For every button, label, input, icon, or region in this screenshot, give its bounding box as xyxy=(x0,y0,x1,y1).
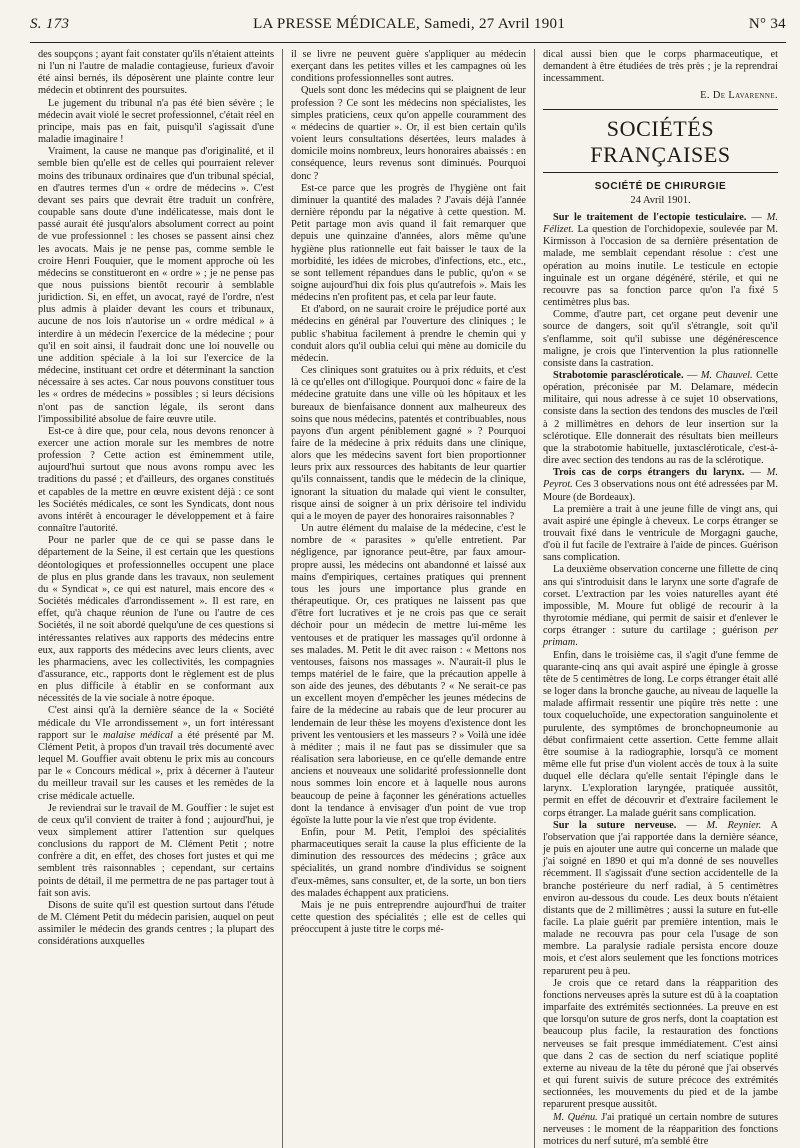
paragraph: des soupçons ; ayant fait constater qu'ils n'étaient atteints ni l'un ni l'autre de maladie contagieuse, furieux d'avoir été ainsi bernés, ils déposèrent une plainte contre leur médecin et obtinrent des poursuites. xyxy=(38,49,274,97)
paragraph: Comme, d'autre part, cet organe peut devenir une source de dangers, soit qu'il s'étrangle, soit qu'il s'enflamme, soit qu'il subisse une dégénérescence maligne, je crois que l'intervention la plus rationnelle consiste dans la castration. xyxy=(543,309,778,369)
paragraph: Le jugement du tribunal n'a pas été bien sévère ; le médecin avait violé le secret professionnel, c'était réel en principe, mais pas en fait, puisqu'il s'agissait d'une maladie imaginaire ! xyxy=(38,97,274,146)
report-author: M. Reynier. xyxy=(706,819,762,831)
text-run: a été présenté par M. Clément Petit, à propos d'un travail très documenté avec lequel M. Gouffier avait obtenu le prix mis au concours par le « Concours médical », prix à décerner à l'auteur du meilleur travail sur les causes et les remèdes de la crise médicale actuelle. xyxy=(38,729,275,802)
text-run: La deuxième observation concerne une fillette de cinq ans qui s'introduisit dans le larynx une sorte d'agrafe de corset. L'extraction par les voies naturelles ayant été impossible, M. Moure fut obligé de recourir à la thyrotomie médiane, qui permit de saisir et d'enlever le corps étranger : suture du cartilage ; guérison xyxy=(543,564,778,637)
column-3 xyxy=(534,49,786,1148)
report-author: M. Félizet. xyxy=(543,211,778,236)
running-head xyxy=(30,16,786,38)
paragraph: Mais je ne puis entreprendre aujourd'hui de traiter cette question des spécialités ; elle est de celles qui préoccupent à juste titre le corps mé- xyxy=(291,899,526,936)
paragraph: Vraiment, la cause ne manque pas d'originalité, et il semble bien qu'elle est de celles qui pourraient relever moins des tribunaux ordinaires que d'un tribunal spécial, en d'autres termes d'un « ordre de médecins ». C'est devant ses pairs que devrait être traduit un confrère, coupable sans doute d'une indélicatesse, mais dont le passé aurait été jusqu'alors absolument correct au point de vue professionnel : les choses se passent ainsi chez les avocats. Mais je ne pense pas, comme semble le croire Henri Fouquier, que le moment approche où les médecins se constitueront en « ordre » ; je ne pense pas que nous puissions bientôt recourir à semblable juridiction. Si, en effet, un avocat, rayé de l'ordre, n'est plus admis à plaider devant les cours et tribunaux, aucune de nos lois n'autorise un « ordre médical » à interdire à un médecin l'exercice de la médecine ; pour qu'il en soit ainsi, il faudrait donc une loi nouvelle ou une addition spéciale à la loi sur l'exercice de la médecine, instituant cet ordre et déterminant la sanction nécessaire à ses actes. Car nous pouvons constituer tous les « ordres de médecins » possibles ; si leurs décisions n'ont pas de sanction légale, ils seront dans l'impossibilité absolue de faire œuvre utile. xyxy=(38,146,274,425)
journal-title: LA PRESSE MÉDICALE, Samedi, 27 Avril 1901 xyxy=(253,16,566,32)
report-text: A l'observation que j'ai rapportée dans la dernière séance, je puis en ajouter une autre qui concerne un malade que j'ai soigné en 1890 et qui m'a donné de ses nouvelles récemment. Il s'agissait d'une section accidentelle de la branche postérieure du nerf radial, à 5 centimètres environ au-dessous du coude. Les deux bouts n'étaient distants que de 2 millimètres ; aussi la suture en fut-elle facile. La plaie guérit par première intention, mais le malade ne recouvra pas pour cela l'usage de son membre. La paralysie radiale persista encore douze mois, et c'est alors seulement que les fonctions motrices reparurent peu à peu. xyxy=(543,819,779,977)
header-rule xyxy=(30,42,786,43)
paragraph: Ces cliniques sont gratuites ou à prix réduits, et c'est là ce qu'elles ont d'illogique. Pourquoi donc « faire de la médecine gratuite dans une ville où les hôpitaux et les bureaux de bienfaisance donnent aux malheureux des soins que nous médecins, patentés et contribuables, nous payons d'un argent péniblement gagné » ? Pourquoi faire de la médecine à prix réduits dans une clinique, alors que les médecins savent fort bien proportionner leurs prix aux ressources des habitants de leur quartier qu'ils connaissent, tandis que le médecin de la clinique, ignorant la situation du malade qui vient le consulter, risque ainsi de soigner à un prix dérisoire tel individu qui a le moyen de payer des honoraires raisonnables ? xyxy=(291,365,526,522)
society-heading: SOCIÉTÉ DE CHIRURGIE xyxy=(594,180,727,192)
paragraph: il se livre ne peuvent guère s'appliquer au médecin exerçant dans les petites villes et les campagnes où les conditions professionnelles sont autres. xyxy=(291,49,526,85)
text-run: C'est ainsi qu'à la dernière séance de la « Société médicale du VIe arrondissement », un fort intéressant rapport sur le xyxy=(38,705,274,741)
report-author: M. Chauvel. xyxy=(700,369,753,381)
emphasis: malaise médical xyxy=(102,729,173,741)
paragraph: Et d'abord, on ne saurait croire le préjudice porté aux médecins en général par l'ouverture des cliniques ; le public s'habitua facilement à prendre le chemin qui y conduit alors qu'il oublia celui qui mène au domicile du médecin. xyxy=(291,304,526,364)
section-title: SOCIÉTÉS FRANÇAISES xyxy=(590,115,731,167)
paragraph: Je crois que ce retard dans la réapparition des fonctions nerveuses après la suture est dû à la coaptation imparfaite des extrémités sectionnées. La preuve en est que lorsqu'on suture de gros nerfs, dont la coaptation est beaucoup plus facile, la restauration des fonctions nerveuses se fait presque immédiatement. C'est ainsi que dans 2 cas de section du nerf sciatique poplité externe au niveau de la tête du péroné que j'ai observés et qui furent suivis de suture précoce des extrémités sectionnées, les mouvements du pied et de la jambe reparurent presque aussitôt. xyxy=(543,977,778,1111)
report-heading: Sur le traitement de l'ectopie testiculaire. xyxy=(553,211,747,223)
paragraph: Est-ce à dire que, pour cela, nous devons renoncer à exercer une action morale sur les membres de notre profession ? Cette action est éminemment utile, aujourd'hui surtout que nous avons rompu avec les traditions du passé ; et d'ailleurs, des organes constitués et capables de la mettre en œuvre existent déjà : ce sont les Sociétés médicales, ce sont les Syndicats, dont nous avons intérêt à encourager le développement et à faire connaître l'autorité. xyxy=(38,425,274,535)
article-columns xyxy=(30,49,786,1147)
author-signature: E. De Lavarenne. xyxy=(700,90,778,102)
report-paragraph: Sur le traitement de l'ectopie testiculaire. — M. Félizet. La question de l'orchidopexie, soulevée par M. Kirmisson à l'occasion de sa dernière présentation de malade, me semblait cependant résolue : c'est une opération au moins inutile. Le testicule en ectopie inguinale est un organe dégénéré, stérile, et qui ne recouvre pas sa fonction parce qu'on l'a fixé 5 centimètres plus bas. xyxy=(543,211,778,309)
report-heading: Trois cas de corps étrangers du larynx. xyxy=(553,467,745,479)
report-heading: Sur la suture nerveuse. xyxy=(553,819,677,831)
report-author: M. Quénu. xyxy=(553,1111,598,1123)
page-number: S. 173 xyxy=(30,16,70,32)
section-rule xyxy=(543,109,778,110)
report-paragraph: Strabotomie parascléroticale. — M. Chauvel. Cette opération, préconisée par M. Delamare, médecin militaire, qui nous adresse à ce sujet 10 observations, consiste dans la section des tendons des muscles de l'œil à 2 millimètres en dehors de leur insertion sur la sclérotique. Elle donnerait des résultats bien meilleurs que la strabotomie habituelle, juxtascléroticale, c'est-à-dire avec section des tendons au ras de la sclérotique. xyxy=(543,369,778,467)
report-heading: Strabotomie parascléroticale. xyxy=(553,369,684,381)
report-author: M. Peyrot. xyxy=(543,467,778,491)
report-paragraph xyxy=(543,1112,778,1148)
text-run: . xyxy=(575,637,578,649)
paragraph: Un autre élément du malaise de la médecine, c'est le nombre de « parasites » qu'elle entretient. Par négligence, par ignorance peut-être, par faux amour-propre aussi, les médecins ont abandonné et laissé aux mains d'empiriques, certaines pratiques qui prennent tous les jours une importance plus grande en thérapeutique. Or, ces pratiques ne laissent pas que d'être fort lucratives et je ne crois pas que ce serait déchoir pour un médecin de mettre lui-même les ventouses et de pratiquer les massages qu'il ordonne à ses malades. M. Petit le dit avec raison : « Mettons nos ventouses, faisons nos massages ». N'aurait-il plus le temps matériel de le faire, que la précaution appelle à son aide des jeunes, des débutants ? « Ne serait-ce pas un excellent moyen d'empêcher les jeunes médecins de faire de la médecine au rabais que de leur procurer au lendemain de leur thèse les moyens d'existence dont les privent les ventousiers et les masseurs ? » Voilà une idée à méditer ; mais il ne faut pas se dissimuler que sa réalisation sera laborieuse, en ce qu'elle demande entre anciens et nouveaux une solidarité professionnelle dont nous sommes loin encore et à laquelle nous aurons beaucoup de peine à façonner les générations actuelles dont la tendance à envisager d'un point de vue trop égoïste la lutte pour la vie n'est que trop évidente. xyxy=(291,523,526,826)
paragraph: Quels sont donc les médecins qui se plaignent de leur profession ? Ce sont les médecins non spécialistes, les simples praticiens, ceux qu'on appelle couramment des « médecins de quartier ». Or, il est bien certain qu'ils voient leurs consultations désertées, leurs malades à domicile moins nombreux, leurs honoraires abaissés : en conséquence, leurs revenus sont diminués. Pourquoi donc ? xyxy=(291,85,526,182)
paragraph xyxy=(38,705,274,802)
report-text: Ces 3 observations nous ont été adressées par M. Moure (de Bordeaux). xyxy=(543,479,778,503)
paragraph: Je reviendrai sur le travail de M. Gouffier : le sujet est de ceux qu'il convient de traiter à fond ; aujourd'hui, je veux simplement attirer l'attention sur quelques conclusions du rapport de M. Clément Petit ; notre confrère a dit, en effet, des choses fort justes et qui me semblent très raisonnables ; cependant, sur certains points de détail, il me permettra de ne pas partager tout à fait son avis. xyxy=(38,802,274,899)
report-paragraph: Sur la suture nerveuse. — M. Reynier. A l'observation que j'ai rapportée dans la dernière séance, je puis en ajouter une autre qui concerne un malade que j'ai soigné en 1890 et qui m'a donné de ses nouvelles récemment. Il s'agissait d'une section accidentelle de la branche postérieure du nerf radial, à 5 centimètres environ au-dessous du coude. Les deux bouts n'étaient distants que de 2 millimètres ; aussi la suture en fut-elle facile. La plaie guérit par première intention, mais le malade ne recouvra pas pour cela l'usage de son membre. La paralysie radiale persista encore douze mois, et c'est alors seulement que les fonctions motrices reparurent peu à peu. xyxy=(543,819,779,977)
section-rule xyxy=(543,172,778,173)
issue-number: N° 34 xyxy=(748,16,786,32)
paragraph: Disons de suite qu'il est question surtout dans l'étude de M. Clément Petit du médecin parisien, auquel on peut assimiler le médecin des grands centres ; la plupart des considérations auxquelles xyxy=(38,899,274,948)
report-text: Cette opération, préconisée par M. Delamare, médecin militaire, qui nous adresse à ce sujet 10 observations, consiste dans la section des tendons des muscles de l'œil à 2 millimètres en dehors de leur insertion sur la sclérotique. Elle donnerait des résultats bien meilleurs que la strabotomie habituelle, juxtascléroticale, c'est-à-dire avec section des tendons au ras de la sclérotique. xyxy=(543,369,778,467)
column-1 xyxy=(30,49,282,1148)
paragraph xyxy=(543,564,778,649)
paragraph: La première a trait à une jeune fille de vingt ans, qui avait aspiré une épingle à cheveux. Le corps étranger se trouvait fixé dans le ventricule de Morgagni gauche, d'où il fut facile de l'extraire à l'aide de pinces. Guérison sans complication. xyxy=(543,503,778,564)
paragraph: Enfin, dans le troisième cas, il s'agit d'une femme de quarante-cinq ans qui avait aspiré une épingle à grosse tête de 5 centimètres de long. Le corps étranger était allé se loger dans la bronche gauche, au niveau de laquelle la malade affirmait ressentir une piqûre très nette : une toux coqueluchoïde, une expectoration sanguinolente et purulente, des symptômes de bronchopneumonie au début confirmaient cette assertion. Cette femme allait être soumise à la radiographie, lorsqu'à ce moment même elle fut prise d'un violent accès de toux à la suite duquel elle déclara qu'elle sentait l'épingle dans le larynx. L'exploration laryngée, pratiquée aussitôt, permit en effet de découvrir et d'extraire facilement le corps étranger. La malade guérit sans complication. xyxy=(543,649,778,819)
column-2 xyxy=(282,49,534,1148)
paragraph: Est-ce parce que les progrès de l'hygiène ont fait diminuer la quantité des malades ? J'avais déjà l'année dernière répondu par la négative à cette question. M. Petit partage mon avis quand il fait remarquer que depuis une quinzaine d'années, alors même qu'une hygiène plus rationnelle eut fait baisser le taux de la morbidité, les idées de microbes, d'infections, etc., etc., se sont tellement répandues dans le public, qu'on « se soigne aujourd'hui dix fois plus qu'autrefois ». Mais les médecins n'en profitent pas, et cela par leur faute. xyxy=(291,182,526,304)
session-date: 24 Avril 1901. xyxy=(630,194,691,206)
report-text: La question de l'orchidopexie, soulevée par M. Kirmisson à l'occasion de sa dernière présentation de malade, me semblait cependant résolue : c'est une opération au moins inutile. Le testicule en ectopie inguinale est un organe dégénéré, stérile, et qui ne recouvre pas sa fonction parce qu'on l'a fixé 5 centimètres plus bas. xyxy=(543,224,778,309)
paragraph: Enfin, pour M. Petit, l'emploi des spécialités pharmaceutiques serait la cause la plus efficiente de la diminution des ressources des médecins ; grâce aux spécialités, un grand nombre d'individus se soignent d'eux-mêmes, sans consulter, et, de la sorte, un bon tiers des malades échappent aux praticiens. xyxy=(291,827,526,899)
report-text: J'ai pratiqué un certain nombre de sutures nerveuses : le moment de la réapparition des fonctions motrices du nerf suturé, m'a semblé être xyxy=(543,1111,779,1147)
emphasis: per primam xyxy=(543,625,778,649)
paragraph: dical aussi bien que le corps pharmaceutique, et demandent à être étudiées de très près ; je la reprendrai incessamment. xyxy=(543,49,778,85)
report-paragraph: Trois cas de corps étrangers du larynx. — M. Peyrot. Ces 3 observations nous ont été adressées par M. Moure (de Bordeaux). xyxy=(543,467,778,503)
paragraph: Pour ne parler que de ce qui se passe dans le département de la Seine, il est certain que les questions déontologiques et professionnelles occupent une place de plus en plus grande dans les travaux, non seulement du « Syndicat », ce qui est naturel, mais encore des « Sociétés médicales d'arrondissement ». Il est rare, en effet, qu'à chaque réunion de l'une ou l'autre de ces Sociétés, il ne soit abordé quelqu'une de ces questions si intéressantes relatives aux rapports des médecins entre eux, aux rapports des médecins avec leurs clients, avec les pharmaciens, avec les collectivités, les compagnies d'assurance, etc., rapports dont le règlement est de plus en plus difficile à établir en se conformant aux nécessités de la vie sociale à notre époque. xyxy=(38,535,274,705)
